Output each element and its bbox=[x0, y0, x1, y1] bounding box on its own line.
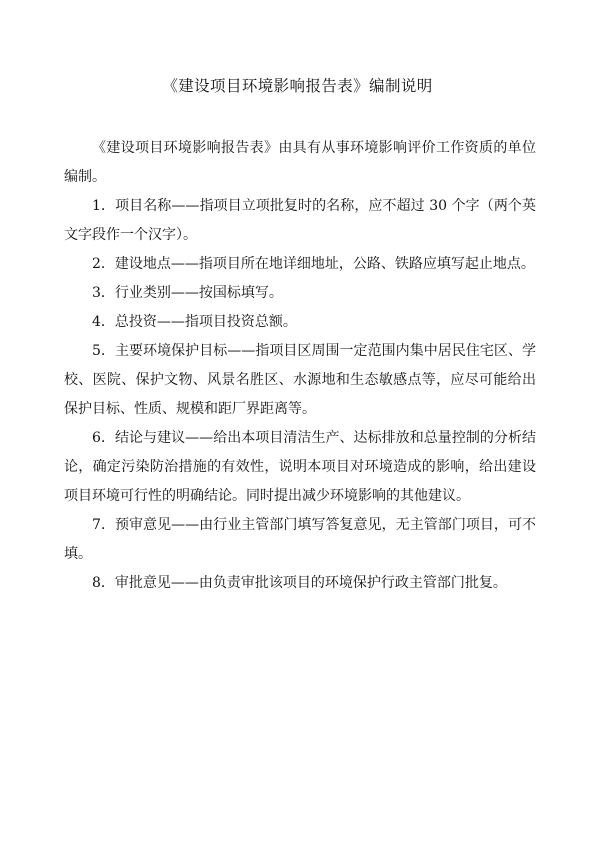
item-industry-category: 3．行业类别——按国标填写。 bbox=[92, 285, 283, 301]
item-construction-site: 2．建设地点——指项目所在地详细地址，公路、铁路应填写起止地点。 bbox=[92, 256, 535, 272]
item-approval: 8．审批意见——由负责审批该项目的环境保护行政主管部门批复。 bbox=[92, 575, 507, 591]
item-conclusions: 6．结论与建议——给出本项目清洁生产、达标排放和总量控制的分析结论，确定污染防治措施的有效性，说明本项目对环境造成的影响，给出建设项目环境可行性的明确结论。同时提出减少环境影响的其他建议。 bbox=[64, 430, 536, 504]
item-project-name: 1．项目名称——指项目立项批复时的名称，应不超过 30 个字（两个英文字段作一个汉字）。 bbox=[64, 198, 536, 243]
item-total-investment: 4．总投资——指项目投资总额。 bbox=[92, 314, 297, 330]
document-body bbox=[64, 134, 536, 598]
item-pre-review: 7．预审意见——由行业主管部门填写答复意见，无主管部门项目，可不填。 bbox=[64, 517, 536, 562]
document-title: 《建设项目环境影响报告表》编制说明 bbox=[162, 77, 433, 95]
item-protection-targets: 5．主要环境保护目标——指项目区周围一定范围内集中居民住宅区、学校、医院、保护文物、风景名胜区、水源地和生态敏感点等，应尽可能给出保护目标、性质、规模和距厂界距离等。 bbox=[64, 343, 536, 417]
intro-paragraph: 《建设项目环境影响报告表》由具有从事环境影响评价工作资质的单位编制。 bbox=[64, 140, 536, 185]
